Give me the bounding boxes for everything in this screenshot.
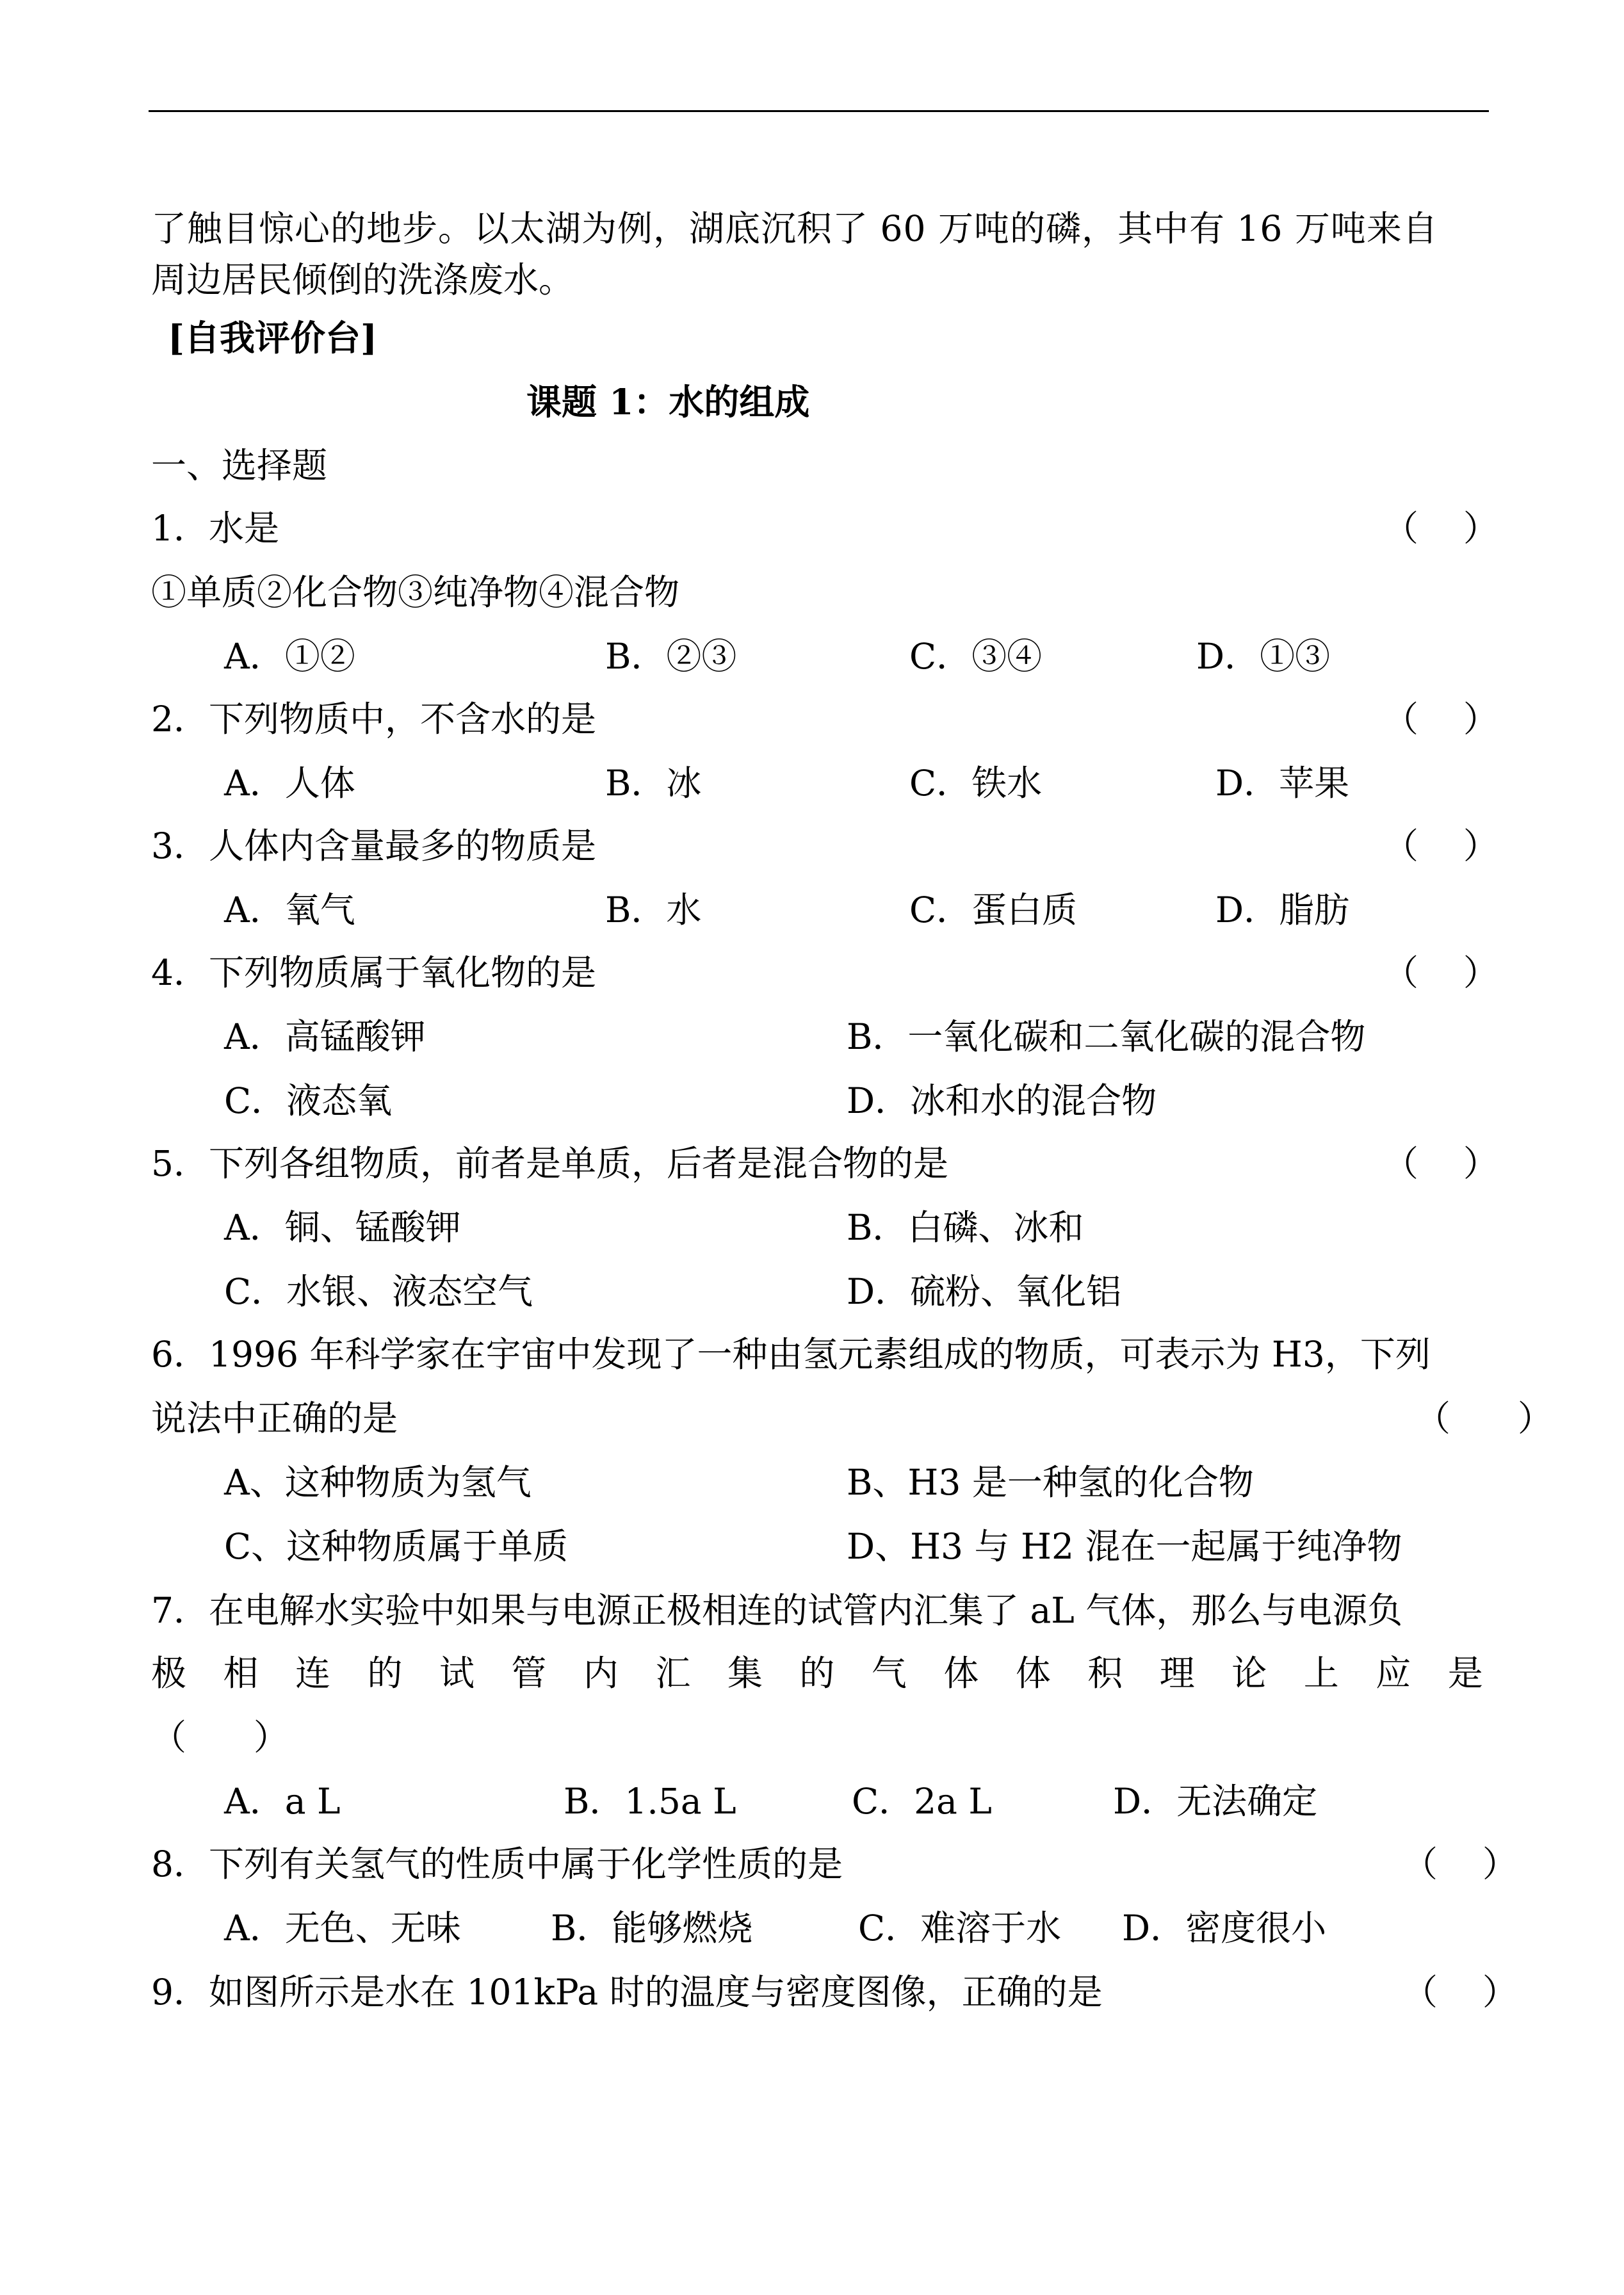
question-7-char: 论 <box>1231 1653 1267 1694</box>
question-7-char: 理 <box>1159 1653 1195 1694</box>
question-6-option-a: A、这种物质为氢气 <box>224 1462 532 1503</box>
question-7-char: 体 <box>943 1653 979 1694</box>
question-5-option-d: D．硫粉、氧化铝 <box>847 1271 1122 1312</box>
question-3-option-c: C．蛋白质 <box>909 889 1078 930</box>
question-8-stem: 8．下列有关氢气的性质中属于化学性质的是 <box>151 1844 843 1885</box>
question-3-stem: 3．人体内含量最多的物质是 <box>151 825 596 866</box>
answer-paren-1: （ ） <box>1383 508 1498 549</box>
question-1-option-b: B．②③ <box>605 636 737 677</box>
answer-paren-4: （ ） <box>1383 952 1498 993</box>
part-heading: 一、选择题 <box>151 445 328 486</box>
question-7-char: 是 <box>1447 1653 1483 1694</box>
question-7-char: 内 <box>583 1653 619 1694</box>
answer-paren-7: （ ） <box>151 1717 289 1758</box>
question-9-stem: 9．如图所示是水在 101kPa 时的温度与密度图像，正确的是 <box>151 1972 1103 2013</box>
question-7-char: 积 <box>1087 1653 1123 1694</box>
question-6-stem-line-1: 6．1996 年科学家在宇宙中发现了一种由氢元素组成的物质，可表示为 H3，下列 <box>151 1334 1431 1375</box>
question-7-char: 上 <box>1303 1653 1339 1694</box>
question-7-char: 管 <box>511 1653 547 1694</box>
question-4-option-b: B．一氧化碳和二氧化碳的混合物 <box>847 1016 1366 1057</box>
answer-paren-5: （ ） <box>1383 1143 1498 1184</box>
question-8-option-c: C．难溶于水 <box>858 1908 1062 1949</box>
question-7-char: 体 <box>1015 1653 1051 1694</box>
question-3-option-d: D．脂肪 <box>1215 889 1350 930</box>
question-6-option-d: D、H3 与 H2 混在一起属于纯净物 <box>847 1526 1402 1567</box>
question-5-option-a: A．铜、锰酸钾 <box>224 1207 461 1248</box>
question-7-char: 集 <box>727 1653 763 1694</box>
question-2-option-c: C．铁水 <box>909 763 1043 804</box>
question-3-option-a: A．氧气 <box>224 889 355 930</box>
question-8-option-a: A．无色、无味 <box>224 1908 461 1949</box>
question-5-stem: 5．下列各组物质，前者是单质，后者是混合物的是 <box>151 1143 948 1184</box>
question-7-char: 的 <box>367 1653 403 1694</box>
question-4-option-d: D．冰和水的混合物 <box>847 1080 1157 1121</box>
question-1-sub: ①单质②化合物③纯净物④混合物 <box>151 572 680 613</box>
question-3-option-b: B．水 <box>605 889 702 930</box>
question-7-char: 汇 <box>655 1653 691 1694</box>
answer-paren-8: （ ） <box>1402 1844 1518 1885</box>
question-8-option-b: B．能够燃烧 <box>551 1908 753 1949</box>
answer-paren-9: （ ） <box>1402 1972 1518 2013</box>
question-7-char: 极 <box>151 1653 187 1694</box>
question-2-option-b: B．冰 <box>605 763 702 804</box>
question-7-char: 的 <box>799 1653 835 1694</box>
question-7-char: 连 <box>295 1653 330 1694</box>
question-7-option-d: D．无法确定 <box>1113 1781 1318 1822</box>
question-6-option-c: C、这种物质属于单质 <box>224 1526 569 1567</box>
question-6-stem-line-2: 说法中正确的是 <box>151 1398 398 1439</box>
section-label: [自我评价台] <box>168 317 378 359</box>
question-7-option-b: B．1.5a L <box>564 1781 736 1822</box>
answer-paren-2: （ ） <box>1383 699 1498 740</box>
question-7-option-c: C．2a L <box>852 1781 992 1822</box>
question-8-option-d: D．密度很小 <box>1122 1908 1327 1949</box>
question-6-option-b: B、H3 是一种氢的化合物 <box>847 1462 1254 1503</box>
question-7-option-a: A．a L <box>224 1781 341 1822</box>
question-2-stem: 2．下列物质中，不含水的是 <box>151 699 596 740</box>
question-1-option-c: C．③④ <box>909 636 1043 677</box>
question-5-option-c: C．水银、液态空气 <box>224 1271 533 1312</box>
question-7-char: 试 <box>439 1653 475 1694</box>
question-1-option-d: D．①③ <box>1196 636 1331 677</box>
intro-line-1: 了触目惊心的地步。以太湖为例，湖底沉积了 60 万吨的磷，其中有 16 万吨来自 <box>151 208 1438 249</box>
question-7-stem-line-2 <box>151 1653 1483 1694</box>
question-1-option-a: A．①② <box>224 636 355 677</box>
answer-paren-3: （ ） <box>1383 825 1498 866</box>
question-7-char: 相 <box>223 1653 259 1694</box>
question-2-option-a: A．人体 <box>224 763 355 804</box>
question-7-char: 气 <box>871 1653 907 1694</box>
intro-line-2: 周边居民倾倒的洗涤废水。 <box>151 259 574 300</box>
question-4-option-a: A．高锰酸钾 <box>224 1016 426 1057</box>
question-7-stem-line-1: 7．在电解水实验中如果与电源正极相连的试管内汇集了 aL 气体，那么与电源负 <box>151 1590 1403 1631</box>
question-5-option-b: B．白磷、冰和 <box>847 1207 1084 1248</box>
question-4-option-c: C．液态氧 <box>224 1080 393 1121</box>
lesson-title: 课题 1：水的组成 <box>526 381 810 423</box>
header-rule <box>149 110 1489 112</box>
question-2-option-d: D．苹果 <box>1215 763 1350 804</box>
answer-paren-6: （ ） <box>1415 1398 1553 1439</box>
question-7-char: 应 <box>1376 1653 1411 1694</box>
question-4-stem: 4．下列物质属于氧化物的是 <box>151 952 596 993</box>
question-1-stem: 1．水是 <box>151 508 279 549</box>
